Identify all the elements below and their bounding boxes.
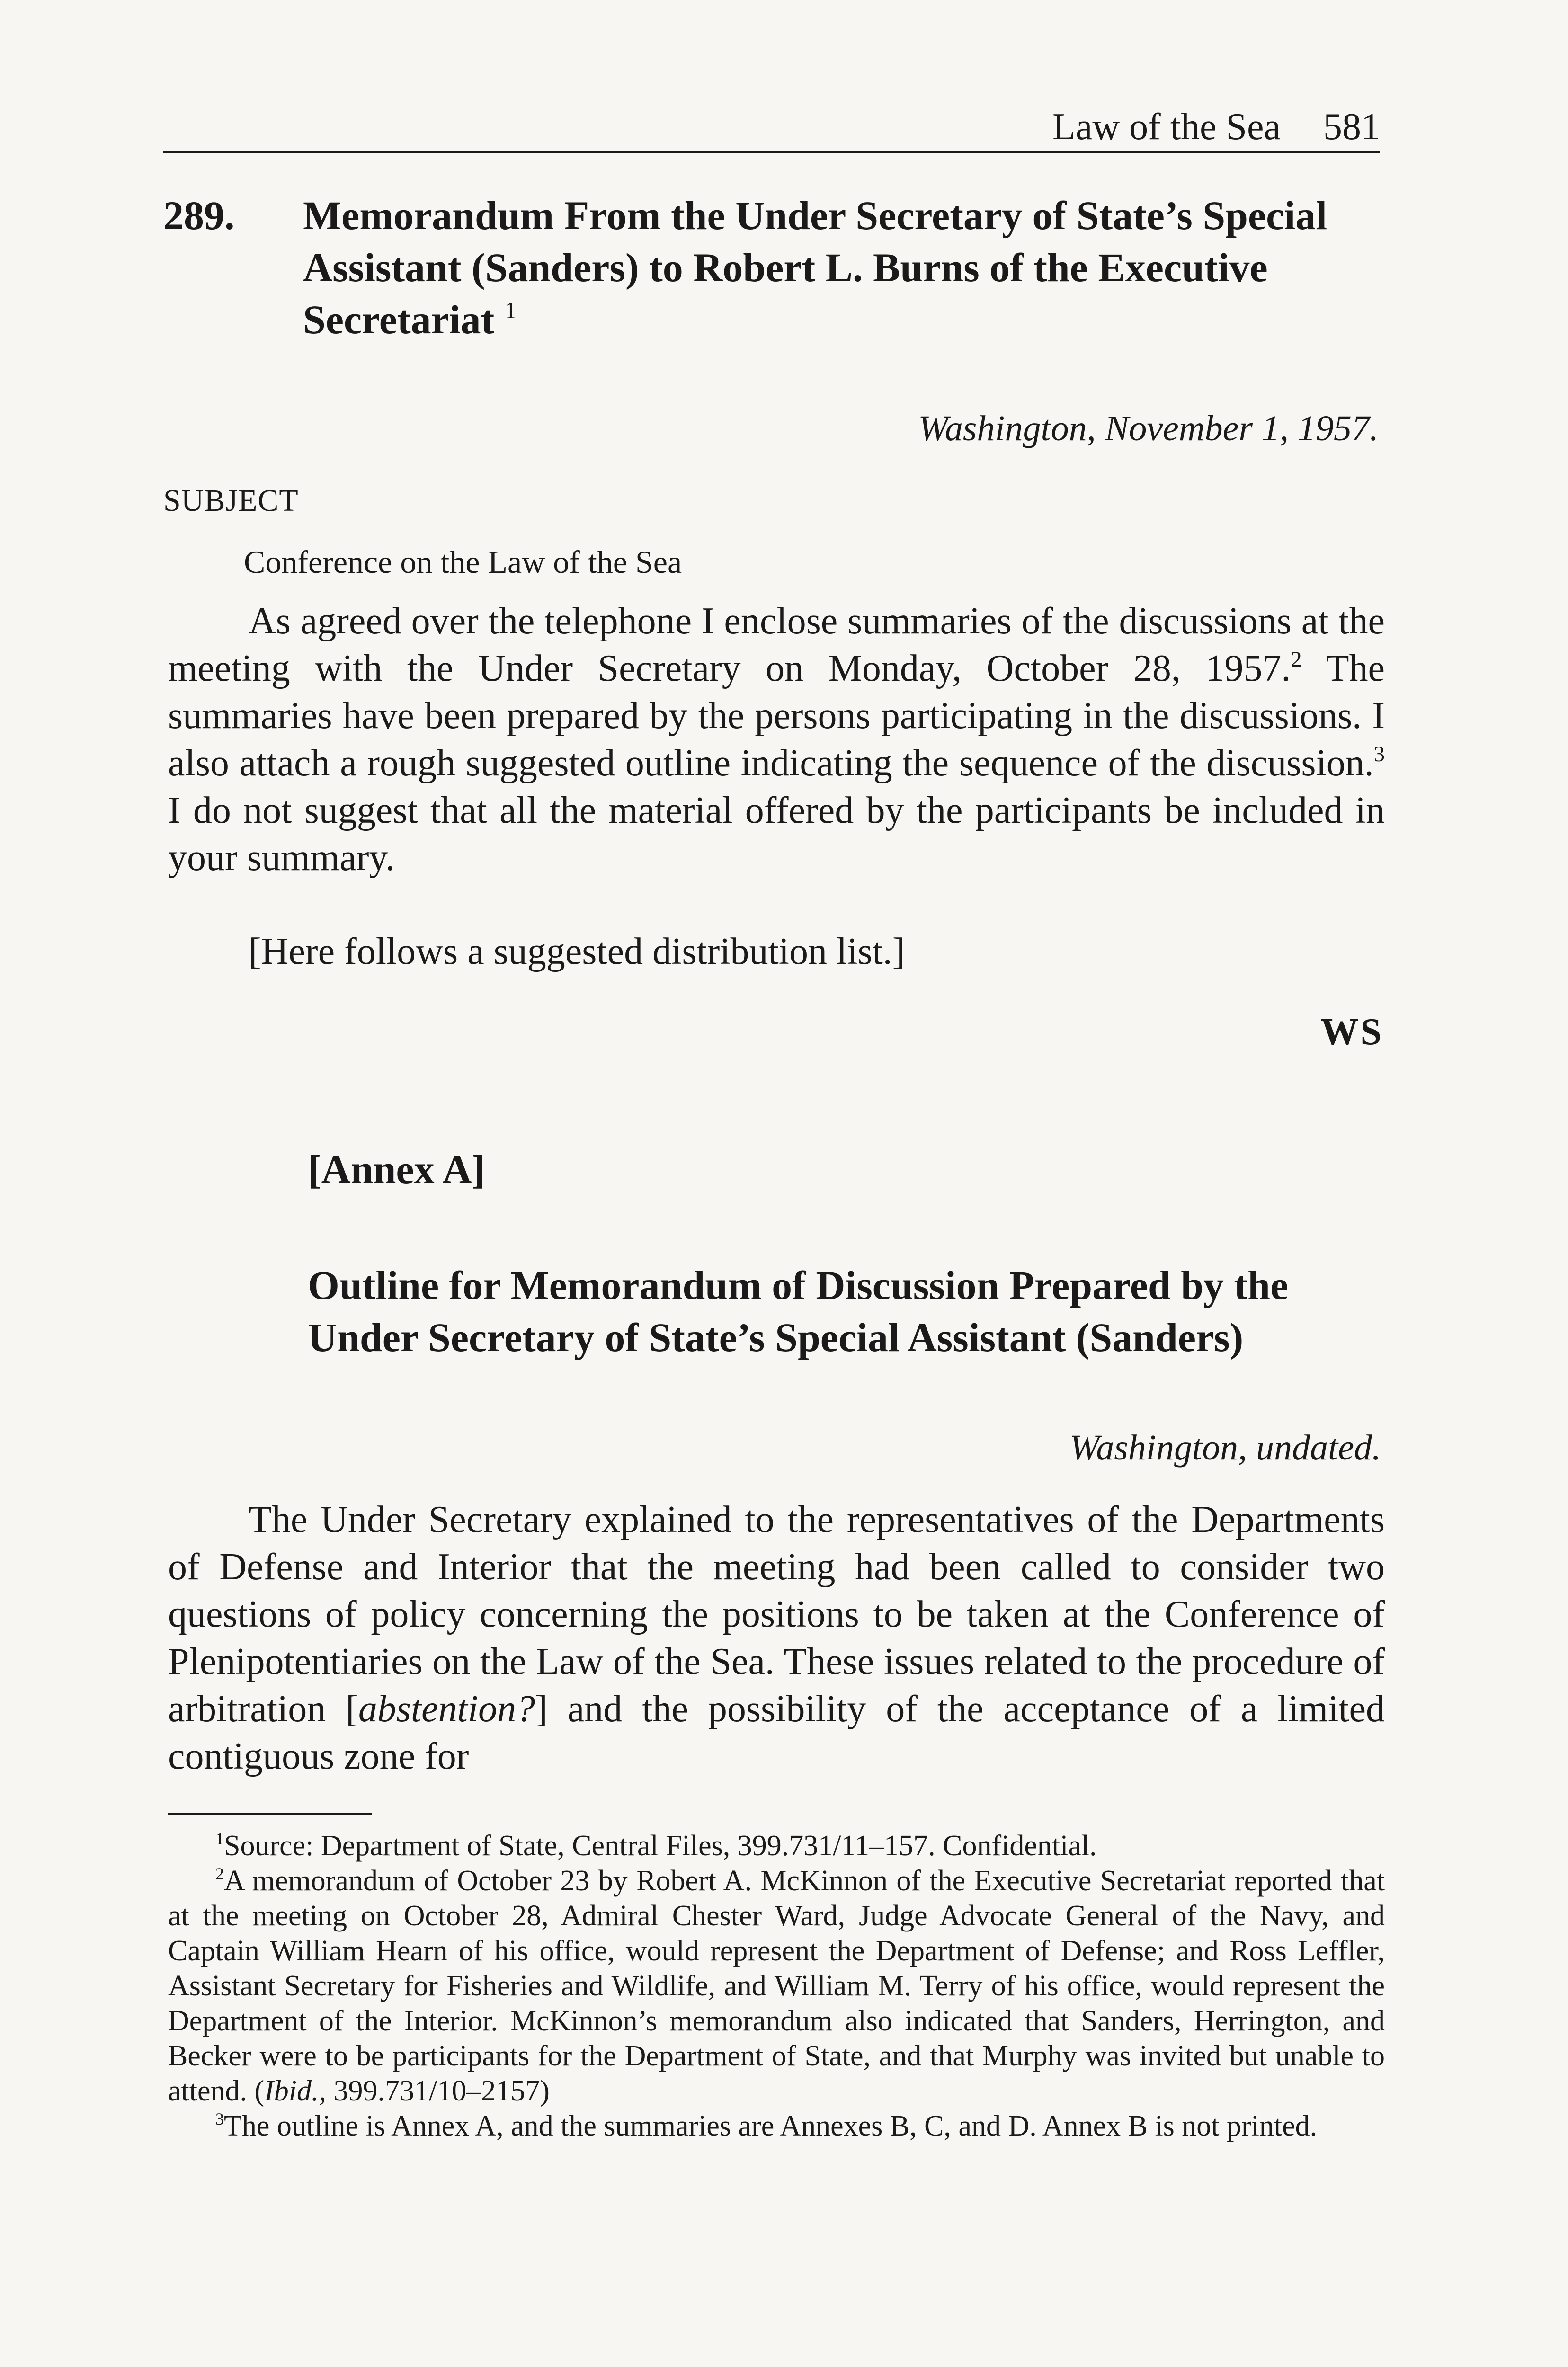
document-number: 289. xyxy=(163,193,235,238)
footnote-number: 2 xyxy=(215,1864,224,1883)
annex-paragraph xyxy=(168,1496,1385,1780)
footnote-number: 1 xyxy=(215,1829,224,1848)
editorial-note: [Here follows a suggested distribution list.] xyxy=(249,931,905,972)
footnote-text: A memorandum of October 23 by Robert A. McKinnon of the Executive Secretariat reported that at the meeting on October 28, Admiral Chester Ward, Judge Advocate General of the Navy, and Captain William Hearn of his office, would represent the Department of Defense; and Ross Leffler, Assistant Secretary for Fisheries and Wildlife, and William M. Terry of his office, would represent the Department of the Interior. McKinnon’s memorandum also indicated that Sanders, Herrington, and Becker were to be participants for the Department of State, and that Murphy was invited but unable to attend. ( xyxy=(168,1865,1385,2107)
running-head xyxy=(163,103,1380,153)
footnote-1 xyxy=(168,1828,1385,1863)
footnote-divider xyxy=(168,1813,372,1815)
document-title xyxy=(303,189,1392,346)
annex-title: Outline for Memorandum of Discussion Prepared by the Under Secretary of State’s Special Assistant (Sanders) xyxy=(308,1263,1289,1360)
memo-body xyxy=(168,597,1385,881)
footnotes xyxy=(168,1828,1385,2144)
memo-text: The summaries have been prepared by the persons participating in the discussions. I also attach a rough suggested outline indicating the sequence of the discussion. xyxy=(168,648,1385,784)
memo-text: I do not suggest that all the material offered by the participants be included in your summary. xyxy=(168,790,1385,879)
footnote-text: The outline is Annex A, and the summaries are Annexes B, C, and D. Annex B is not printed. xyxy=(223,2110,1318,2142)
footnote-3 xyxy=(168,2109,1385,2144)
running-head-title: Law of the Sea xyxy=(1052,106,1281,148)
annex-text: The Under Secretary explained to the representatives of the Departments of Defense and Interior that the meeting had been called to consider two questions of policy concerning the positions to be taken at the Conference of Plenipotentiaries on the Law of the Sea. These issues related to the procedure of arbitration [ xyxy=(168,1499,1385,1730)
page-number: 581 xyxy=(1323,106,1380,148)
title-footnote-marker[interactable]: 1 xyxy=(504,297,517,323)
footnote-text: , 399.731/10–2157) xyxy=(319,2075,550,2107)
memo-paragraph xyxy=(168,597,1385,881)
annex-body xyxy=(168,1496,1385,1780)
subject-label: SUBJECT xyxy=(163,483,299,518)
memo-text: As agreed over the telephone I enclose summaries of the discussions at the meeting with the Under Secretary on Monday, October 28, 1957. xyxy=(168,600,1385,689)
document-title-text: Memorandum From the Under Secretary of State’s Special Assistant (Sanders) to Robert L. Burns of the Executive Secretariat xyxy=(303,193,1327,342)
annex-dateline: Washington, undated. xyxy=(1069,1428,1381,1468)
annex-text: ] and the possibility of the acceptance of a limited contiguous zone for xyxy=(168,1688,1385,1777)
subject-text: Conference on the Law of the Sea xyxy=(244,544,682,580)
dateline: Washington, November 1, 1957. xyxy=(918,409,1379,448)
signature-initials: WS xyxy=(1320,1011,1383,1053)
footnote-italic-text: Ibid. xyxy=(264,2075,319,2107)
footnote-number: 3 xyxy=(215,2109,224,2128)
footnote-text: Source: Department of State, Central Files, 399.731/11–157. Confidential. xyxy=(223,1830,1097,1862)
annex-label: [Annex A] xyxy=(308,1147,486,1192)
footnote-2 xyxy=(168,1863,1385,2109)
footnote-marker-2[interactable]: 2 xyxy=(1291,648,1302,672)
footnote-marker-3[interactable]: 3 xyxy=(1373,742,1385,767)
annex-italic-text: abstention? xyxy=(358,1688,535,1730)
